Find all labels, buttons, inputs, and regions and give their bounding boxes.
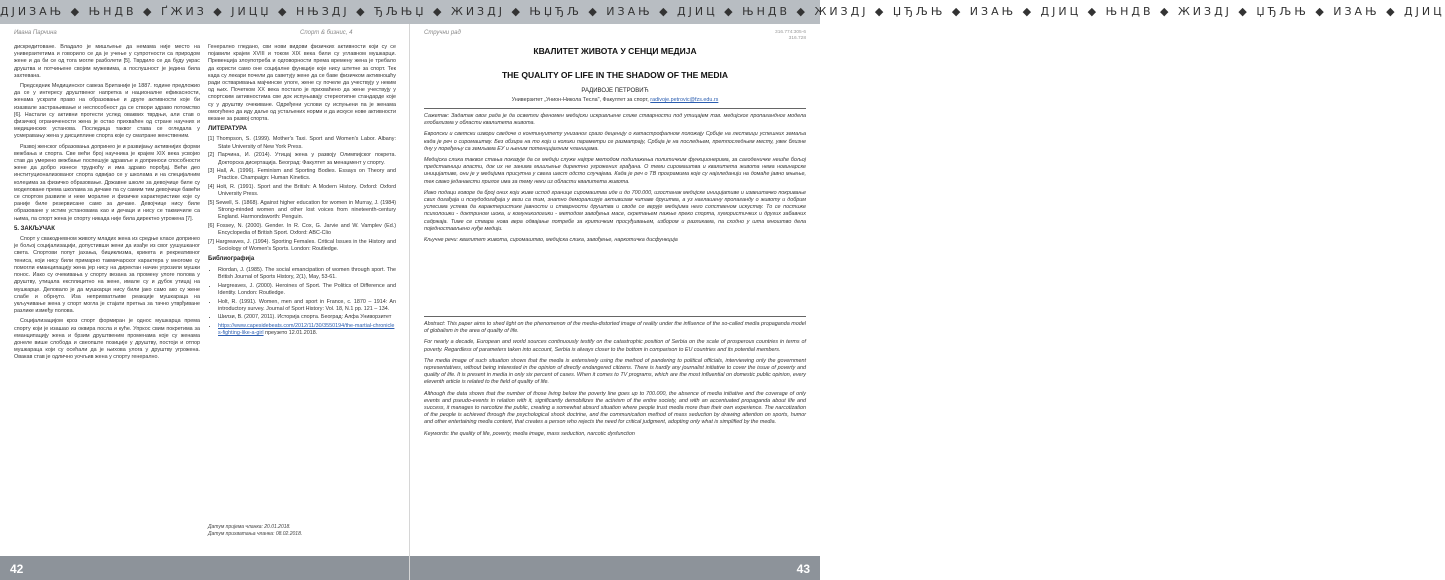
abstract-paragraph: The media image of such situation shows that the media is extensively using the method of pandering to political officials, interviewing only the government representatives, without being interested in the opinion of directly endangered citizens. There is hardly any journalist initiative to cover the issue of poverty and quality of life. It is present in media in only six percent of cases. When it comes to TV programs, which are the most influential on domestic public opinion, every eleventh article is related to the field of quality of life. [424,357,806,386]
author-email-link[interactable]: radivoje.petrovic@fzs.edu.rs [650,97,719,103]
abstract-paragraph: Сажетак: Задатак овог рада је да осветли феномен медијски искривљене слике стварности под утицајем тзв. медијског пропагандног модела глобализма у области квалитета живота. [424,113,806,127]
bibliography-list [208,267,396,338]
udc-code: 316.774:305-6 [775,30,806,35]
article-title-serbian: КВАЛИТЕТ ЖИВОТА У СЕНЦИ МЕДИЈА [533,46,697,56]
article-dates [208,524,302,537]
reference-list [208,136,396,253]
section-heading-bibliography: Библиографија [208,256,255,263]
author-affiliation [410,97,820,103]
ornament-band [0,0,1445,24]
right-page [410,24,820,556]
running-head-journal: Спорт & бизнис, 4 [300,30,353,36]
article-title-english: THE QUALITY OF LIFE IN THE SHADOW OF THE MEDIA [501,70,729,80]
author-name: РАДИВОЈЕ ПЕТРОВИЋ [581,88,649,94]
footer-right [410,556,820,580]
accepted-date: Датум прихватања чланка: 08.02.2018. [208,530,303,537]
abstract-paragraph: Although the data shows that the number of those living below the poverty line goes up to 700.000, the absence of media initiative and the coverage of only events and pseudo-events in relation with it, significantly demobilizes the activism of the entire society, and with an accentuated propaganda about life and success, it manages to narcotize the public, creating a somewhat absurd situation where people trust media more than their own experience. The narcotization of the people is achieved through the psychological shock doctrine, and the communication method of mass seduction by drawing attention on sports, humor and other entertaining media content, that creates a person who rejects the need for critical judgment, adopting only what is simplified by the media. [424,390,806,426]
bibliography-item: • Riordan, J. (1985). The social emancipation of women through sport. The British Journal of Sports History, 2(1), May, 53-61. [218,267,396,281]
paragraph: Генерално гледано, сви нови видови физичких активности који су се појавили крајем XVIII и током XIX века били су углавном мушкарци. Превенција злоупотреба и одговорности према времену жена је требало да користи само оне социјалне функције које нису штетне за спорт. Тек када су лекари почели да саветују жене да се баве физичком активношћу ради остваривања мајчинске улоге, жене су почеле да учествују у неким од њих. Почетком XX века постало је прихваћено да жене учествују у спортским активностима све док испуњавају стереотипне стандарде које су у друштву очекиване. Одређени услови су испуњени па је женама омогућено да иду даље од устаљених норми и да искусе нове активности везане за развој спорта. [208,44,396,123]
abstract-serbian [424,113,806,248]
reference-item: [7] Hargreaves, J. (1994). Sporting Females. Critical Issues in the History and Sociology of Women's Sports. London: Routledge. [208,239,396,253]
running-head-author: Ивана Парчина [14,30,57,36]
abstract-paragraph: For nearly a decade, European and world sources continuously testify on the catastrophic position of Serbia on the scale of prosperous countries in terms of poverty. Regardless of parameters taken into account, Serbia is always closer to the bottom in comparison to EU countries and its potential members. [424,339,806,353]
affiliation-text: Универзитет „Унион-Никола Тесла", Факултет за спорт, [511,97,651,103]
ornament-pattern: ДЈИЗАЊ ◆ ЊНДВ ◆ ҐЖИЗ ◆ ЈИЦЏ ◆ НЊЗДЈ ◆ ЂЉЊЏ ◆ ЖИЗДЈ ◆ ЊЏЂЉ ◆ ИЗАЊ ◆ ДЈИЦ ◆ ЊНДВ ◆ ЖИЗДЈ ◆ ЏЂЉЊ ◆ ИЗАЊ ◆ ДЈИЦ ◆ ЊНДВ ◆ ЖИЗДЈ ◆ ЏЂЉЊ ◆ ИЗАЊ ◆ ДЈИЦ [0,5,1445,18]
keywords-serbian: Кључне речи: квалитет живота, сиромаштво, медијска слика, завођење, наркотичка дисфункција [424,237,678,244]
bibliography-url-link[interactable]: https://www.capesidebeats.com/2012/11/30/3550194/the-martial-chronicles-fighting-like-a-girl [218,323,395,337]
page-number-right: 43 [796,562,810,576]
bibliography-item: • Holt, R. (1991). Women, men and sport in France, c. 1870 – 1914: An introductory survey. Journal of Sport History: Vol. 18, N.1 pp. 121 – 134. [218,299,396,313]
page-number-left: 42 [10,562,24,576]
paragraph: Председник Медицинског савеза Британије је 1887. године предложио да се у интересу друштвеног напретка и националне ефикасности, женама ускрати право на образовање и друге активности које би изазвале застрањивање и неспособност да се створи здраво потомство [6]. Настали су активни протести услед оваквих тврдњи, али став о физичкој ограничености жена је остао прихваћен од стране научних и медицинских установа. Последица таквог става се огледала у усмеравању жена у дисциплине спорта које су сматране женственим. [14,83,200,140]
abstract-paragraph: Европски и светски извори сведоче о континуитету унизаног сразо деценију о катастрофалном положају Србије на лествици успешних земаља када је реч о сиромаштву. Без обзира на то који и колики параметри се разматрају, Србија је на последњем, претпоследњем месту, увек близне дну у поређењу са земљама ЕУ и њеним потенцијалним чланицама. [424,131,806,152]
bibliography-item: • Шилзи, В. (2007, 2011). Историја спорта. Београд: Алфа Униворзитет [218,314,396,321]
received-date: Датум пријема чланка: 20.01.2018. [208,524,291,530]
udc-codes [775,30,806,42]
keywords-english: Keywords: the quality of life, poverty, media image, mass seduction, narcotic dysfunction [424,430,635,437]
reference-item: [3] Hall, A. (1996). Feminism and Sporting Bodies. Essays on Theory and Practice. Champaign: Human Kinetics. [208,168,396,182]
footer-left [0,556,409,580]
udc-code: 316.728 [788,36,806,41]
section-heading-literature: ЛИТЕРАТУРА [208,126,247,133]
abstract-english [424,321,806,442]
section-heading-conclusion: 5. ЗАКЉУЧАК [14,225,55,232]
paragraph: Развој женског образовања допринео је и развијању активнијих форми вежбања и спорта. Све већи број научника је краjем XIX века усвојио став да умерено вежбање поспешује здравље и доприноси способности жене да добро изнесе трудноћу и има здраво порођај. Већи део институционализованог спорта одвијао се у школама и на специјалним колеџима за физичко образовање. Државне школе за девојчице биле су моделоване према школама за дечаке па су самим тим девојчице бавећи се спортом развиле и неке моралне и физичке карактеристике које су раније биле резервисане само за дечаке. Девојчице нису биле образоване у истим установама као и дечаци и нису се такмичиле са њима, па спорт жена је спорту никада није била директно угрожена [7]. [14,143,200,222]
paragraph: Спорт у свакодневном животу младих жена из средње класе допринео је бољој социјализацији, допустивши жени да изађе из свог уушушканог света. Спортови попут јахања, бициклизма, крикета и рекреативног тениса, који нису били примарно такмичарског карактера у многоме су помогли еманципацију жена јер нису на директан начин угрозили мушки понос. Иако су очекивања у спорту везана за промену улоге полова у друштву, утицала експлицитно на жене, имале су и дубок утицај на мушкарце. Деловало је да мушкарци нису били јако само ако су жене слабе и обрнуто. Иза неприхватљиве реакције мушкараца на укључивање жена у спорт могла је стајати претња за тачно утврђиване разлике између полова. [14,236,200,315]
left-page [0,24,410,556]
reference-item: [1] Thompson, S. (1999). Mother's Taxi. Sport and Women's Labor. Albany: State University of New York Press. [208,136,396,150]
reference-item: [4] Holt, R. (1991). Sport and the British: A Modern History. Oxford: Oxford University Press. [208,184,396,198]
divider [424,108,806,109]
reference-item: [6] Fossey, N. (2000). Gender. In R. Cox, G. Jarvie and W. Vamplev (Ed.) Encyclopedia of British Sport. Oxford: ABC-Clio [208,223,396,237]
bibliography-item-link [218,323,396,337]
abstract-paragraph: Иако подаци говоре да број оних који живе испод границе сиромаштва иде и до 700.000, изостанак медијске иницијативе и извештачко покривање свих догађаја и псеудодогађаја у вези са тим, знатно деморализује активизам читаве друштва, а уз наглашену пропаганду о животу и добрим успесима успева да карактеристике јавности и стварности друштва и своде се верује медијима него сопственом искуству. То се постиже психолошки - доктрином шока, и комуникологики - методом завођења масе, скретањем пажње преко спорта, хумористичких и других забавних садржаја. Тиме се ствара нова вера одвајање потребе за критичким просуђивањем, избором и разликама, па сходно у шта мноштво дела поједностављено нуђе медији. [424,189,806,232]
paragraph: дискредитоване. Владало је мишљење да немама није место на универзитетима и говорило се да је учење у супротности са природом жене и да би се од тога могле разболети [5]. Тврдило се да буду украс друштва и потчињене својим мужевима, а послушност је једина била захтевана. [14,44,200,79]
paragraph: Социјализацијом кроз спорт формиран је однос мушкарца према спорту који је изашао из оквира посла и куће. Упркос свим покретима за еманципацију жена и брзим друштвеним променама које су женама донеле више слобода и свеопште позиције у друштву, постоји и отпор мушкараца који су осећали да је њихова улога у друштву угрожена. Овакав став је одлично уочљив жена у спорту генерално. [14,318,200,361]
bibliography-item: • Hargreaves, J. (2000). Heroines of Sport. The Politics of Difference and Identity. London: Routledge. [218,283,396,297]
abstract-paragraph: Медијска слика таквог стања показује да се медији служе најпре методом подилажења политичким функционерима, за сагоденичке нешће бољој представници власти, док их не занима мишљење директно угрожених грађана. О теми сиромаштва и квалитета живота нема новинарске иницијативе, они је у медијима присутна у свега шест одсто случајева. Када је реч о ТВ програмима које су најгледанији на домаће јавно мњење, тек свако једанаести прилог има за тему неки из области квалитета живота. [424,157,806,185]
abstract-paragraph: Abstract: This paper aims to shed light on the phenomenon of the media-distorted image of reality under the influence of the so-called media propaganda model of globalism in the area of quality of life. [424,321,806,335]
reference-item: [2] Парчина, И. (2014). Утицај жена у развоју Олимпијског покрета. Докторска дисертација. Београд: Факултет за менаџмент у спорту. [208,152,396,166]
bibliography-retrieved-date: преузето 12.01.2018. [263,330,318,337]
divider [424,316,806,317]
reference-item: [5] Sewell, S. (1868). Against higher education for women in Murray, J. (1984) Strong-minded women and other lost voices from nineteenth-century England. Harmondsworth: Penguin. [208,200,396,221]
left-column-1 [14,44,200,365]
running-head-type: Стручни рад [424,30,461,36]
left-column-2 [208,44,396,339]
